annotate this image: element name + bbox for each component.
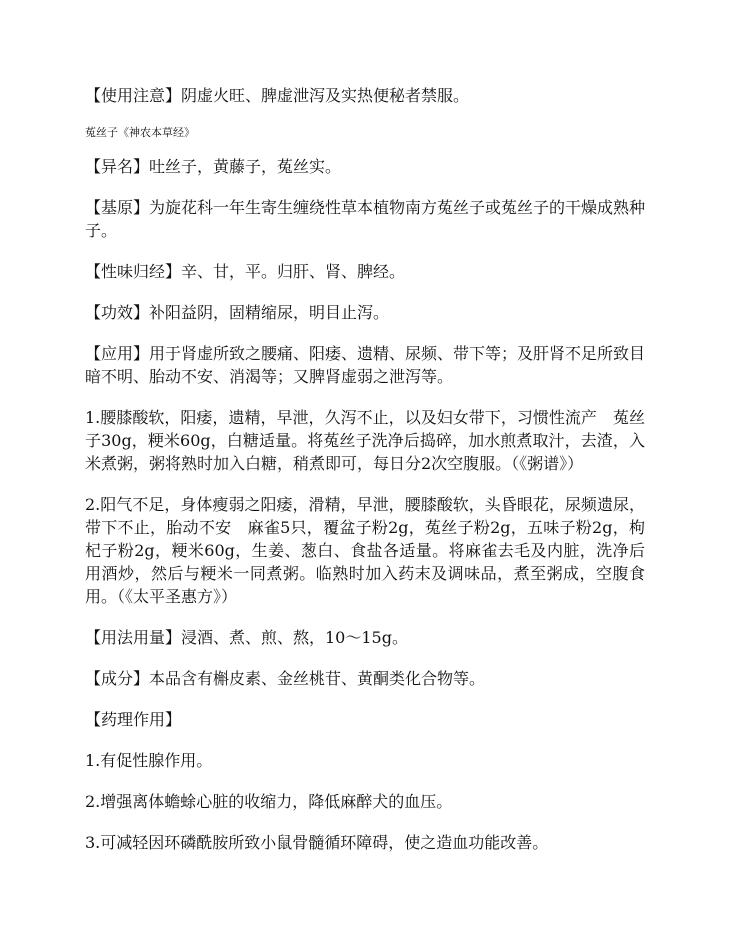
alias-paragraph: 【异名】吐丝子，黄藤子，菟丝实。 xyxy=(85,157,342,176)
recipe-2-paragraph: 2.阳气不足，身体瘦弱之阳痿，滑精，早泄，腰膝酸软，头昏眼花，尿频遗尿，带下不止，胎动不安 麻雀5只，覆盆子粉2g，菟丝子粉2g，五味子粉2g，枸杞子粉2g，粳米60g，生姜、葱白、食盐各适量。将麻雀去毛及内脏，洗净后用酒炒，然后与粳米一同煮粥。临熟时加入药末及调味品，煮至粥成，空腹食用。（《太平圣惠方》） xyxy=(85,495,645,606)
efficacy-paragraph: 【功效】补阳益阴，固精缩尿，明目止泻。 xyxy=(85,303,390,322)
composition-paragraph: 【成分】本品含有槲皮素、金丝桃苷、黄酮类化合物等。 xyxy=(85,669,486,688)
dosage-paragraph: 【用法用量】浸酒、煮、煎、熬，10～15g。 xyxy=(85,628,408,647)
pharmacology-item-1: 1.有促性腺作用。 xyxy=(85,751,213,770)
document-page xyxy=(85,84,645,872)
origin-paragraph: 【基原】为旋花科一年生寄生缠绕性草本植物南方菟丝子或菟丝子的干燥成熟种子。 xyxy=(85,198,646,240)
pharmacology-item-3: 3.可减轻因环磷酰胺所致小鼠骨髓循环障碍，使之造血功能改善。 xyxy=(85,833,549,852)
pharmacology-item-2: 2.增强离体蟾蜍心脏的收缩力，降低麻醉犬的血压。 xyxy=(85,792,453,811)
recipe-1-paragraph: 1.腰膝酸软，阳痿，遗精，早泄，久泻不止，以及妇女带下，习惯性流产 菟丝子30g，粳米60g，白糖适量。将菟丝子洗净后捣碎，加水煎煮取汁，去渣，入米煮粥，粥将熟时加入白糖，稍煮即可，每日分2次空腹服。（《粥谱》） xyxy=(85,408,645,473)
nature-meridian-paragraph: 【性味归经】辛、甘，平。归肝、肾、脾经。 xyxy=(85,262,406,281)
pharmacology-heading: 【药理作用】 xyxy=(85,710,182,729)
application-paragraph: 【应用】用于肾虚所致之腰痛、阳痿、遗精、尿频、带下等；及肝肾不足所致目暗不明、胎动不安、消渴等；又脾肾虚弱之泄泻等。 xyxy=(85,344,646,386)
herb-title: 菟丝子《神农本草经》 xyxy=(85,126,195,139)
usage-caution-paragraph: 【使用注意】阴虚火旺、脾虚泄泻及实热便秘者禁服。 xyxy=(85,86,470,105)
